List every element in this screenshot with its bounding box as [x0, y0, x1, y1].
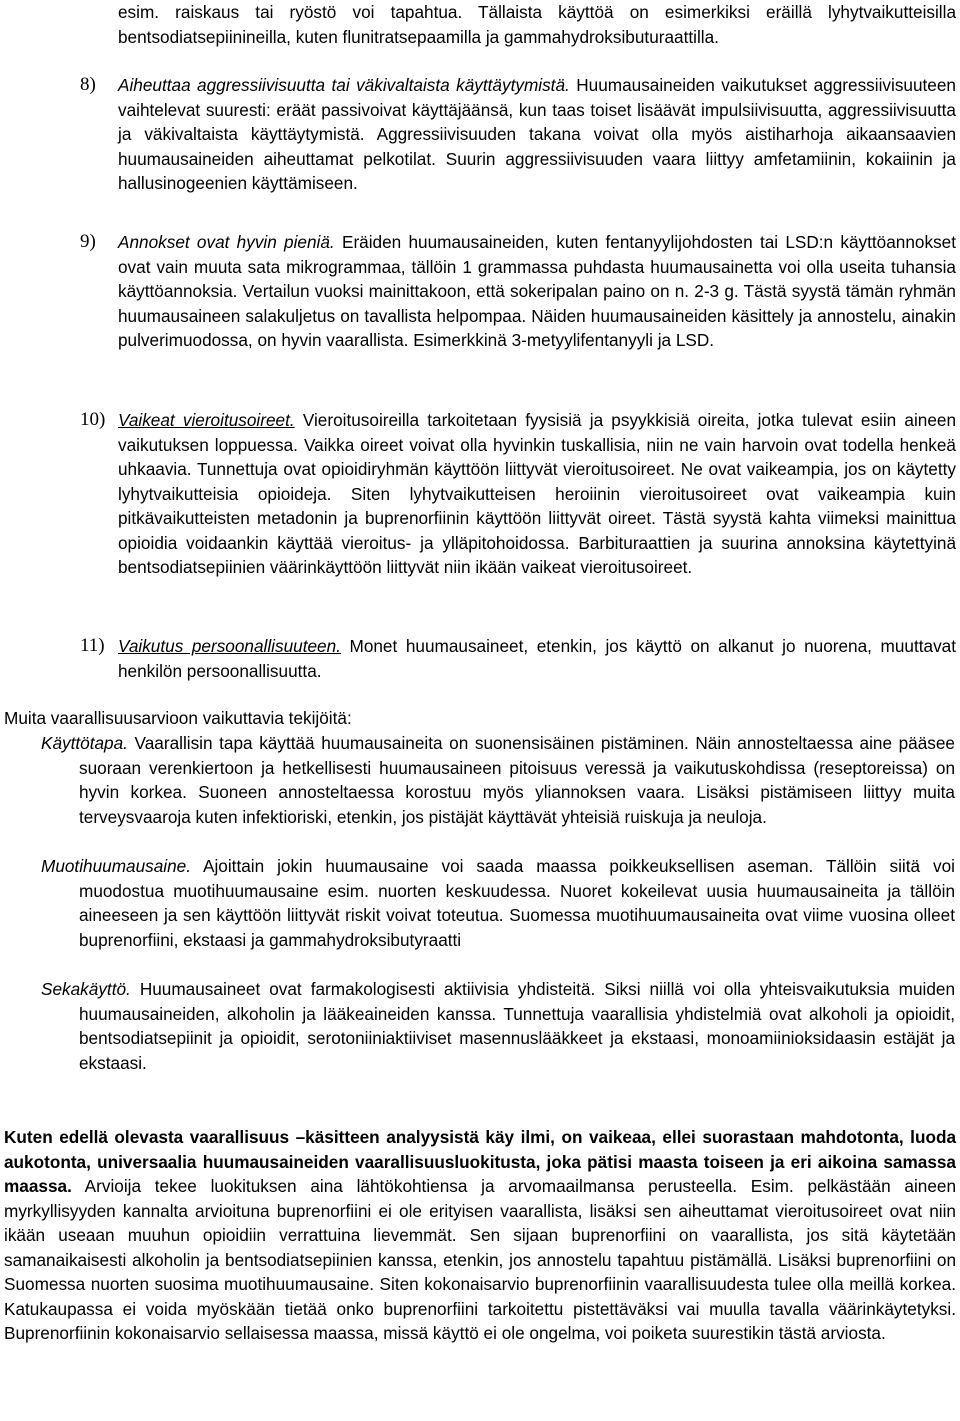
factor-body: [41, 854, 955, 952]
factor-term: Käyttötapa.: [41, 733, 128, 753]
item-body: [118, 230, 956, 353]
item-text: Monet huumausaineet, etenkin, jos käyttö on alkanut jo nuorena, muuttavat henkilön persoonallisuutta.: [118, 636, 956, 681]
list-item-8: [80, 73, 956, 196]
item-body: [118, 73, 956, 196]
item-number: 11): [80, 635, 105, 656]
factor-term: Muotihuumausaine.: [41, 856, 192, 876]
item-text: Huumausaineiden vaikutukset aggressiivisuuteen vaihtelevat suuresti: eräät passivoivat käyttäjäänsä, kun taas toiset lisäävät impulsiivisuutta, aggressiivisuutta ja väkivaltaista käyttäytymistä. Aggressiivisuuden takana voivat olla myös aistiharhoja aikaansaavien huumausaineiden aiheuttamat pelkotilat. Suurin aggressiivisuuden vaara liittyy amfetamiinin, kokaiinin ja hallusinogeenien käyttämiseen.: [118, 75, 956, 193]
factor-text: Vaarallisin tapa käyttää huumausaineita on suonensisäinen pistäminen. Näin annosteltaessa aine pääsee suoraan verenkiertoon ja hetkellisesti huumausaineen pitoisuus veressä ja vaikutuskohdissa (reseptoreissa) on hyvin korkea. Suoneen annosteltaessa korostuu myös yliannoksen vaara. Lisäksi pistämiseen liittyy muita terveysvaaroja kuten infektioriski, etenkin, jos pistäjät käyttävät yhteisiä ruiskuja ja neuloja.: [79, 733, 955, 827]
item-number: 10): [80, 409, 106, 430]
item-title: Vaikutus persoonallisuuteen.: [118, 636, 341, 656]
other-factors-heading: Muita vaarallisuusarvioon vaikuttavia tekijöitä:: [4, 708, 352, 728]
item-body: [118, 634, 956, 683]
item-title: Aiheuttaa aggressiivisuutta tai väkivaltaista käyttäytymistä.: [118, 75, 570, 95]
factor-entry-kayttotapa: [41, 731, 955, 829]
factor-entry-sekakaytto: [41, 977, 955, 1075]
factor-entry-muotihuumausaine: [41, 854, 955, 952]
factor-term: Sekakäyttö.: [41, 979, 131, 999]
factor-body: [41, 731, 955, 829]
list-item-9: [80, 230, 956, 353]
item-title: Annokset ovat hyvin pieniä.: [118, 232, 335, 252]
factor-text: Ajoittain jokin huumausaine voi saada maassa poikkeuksellisen aseman. Tällöin siitä voi muodostua muotihuumausaine esim. nuorten keskuudessa. Nuoret kokeilevat uusia huumausaineita ja tällöin aineeseen ja sen käyttöön liittyvät riskit voivat toteutua. Suomessa muotihuumausaineita ovat viime vuosina olleet buprenorfiini, ekstaasi ja gammahydroksibutyraatti: [79, 856, 955, 950]
factor-body: [41, 977, 955, 1075]
item-text: Eräiden huumausaineiden, kuten fentanyylijohdosten tai LSD:n käyttöannokset ovat vain muuta sata mikrogrammaa, tällöin 1 grammassa puhdasta huumausainetta voi olla useita tuhansia käyttöannoksia. Vertailun vuoksi mainittakoon, että sokeripalan paino on n. 2-3 g. Tästä syystä tämän ryhmän huumausaineen salakuljetus on tavallista helpompaa. Näiden huumausaineiden käsittely ja annostelu, ainakin pulverimuodossa, on hyvin vaarallista. Esimerkkinä 3-metyylifentanyyli ja LSD.: [118, 232, 956, 350]
item-number: 9): [80, 231, 96, 252]
item-body: [118, 408, 956, 580]
intro-continuation: esim. raiskaus tai ryöstö voi tapahtua. Tällaista käyttöä on esimerkiksi eräillä lyhytvaikutteisilla bentsodiatsepiinineilla, kuten flunitratsepaamilla ja gammahydroksibuturaattilla.: [118, 2, 956, 47]
conclusion-text: Arvioija tekee luokituksen aina lähtökohtiensa ja arvomaailmansa perusteella. Esim. pelkästään aineen myrkyllisyyden kannalta arvioituna buprenorfiini ei ole erityisen vaarallista, lisäksi sen aiheuttamat vieroitusoireet ovat niin ikään useaan muuhun opioidiin verrattuina lievemmät. Sen sijaan buprenorfiini on vaarallista, jos sitä käytetään samanaikaisesti alkoholin ja bentsodiatsepiinien kanssa, etenkin, jos annostelu tapahtuu pistämällä. Lisäksi buprenorfiini on Suomessa nuorten suosima muotihuumausaine. Siten kokonaisarvio buprenorfiinin vaarallisuudesta tulee olla meillä korkea. Katukaupassa ei voida myöskään tietää onko buprenorfiini tarkoitettu pistettäväksi vai muulla tavalla väärinkäytetyksi. Buprenorfiinin kokonaisarvio sellaisessa maassa, missä käyttö ei ole ongelma, voi poiketa suurestikin tästä arviosta.: [4, 1176, 957, 1343]
factor-text: Huumausaineet ovat farmakologisesti aktiivisia yhdisteitä. Siksi niillä voi olla yhteisvaikutuksia muiden huumausaineiden, alkoholin ja lääkeaineiden kanssa. Tunnettuja vaarallisia yhdistelmiä ovat alkoholi ja opioidit, bentsodiatsepiinit ja opioidit, serotoniiniaktiiviset masennuslääkkeet ja ekstaasi, monoamiinioksidaasin estäjät ja ekstaasi.: [79, 979, 955, 1073]
item-text: Vieroitusoireilla tarkoitetaan fyysisiä ja psyykkisiä oireita, jotka tulevat esiin aineen vaikutuksen loppuessa. Vaikka oireet voivat olla hyvinkin tuskallisia, niin ne vain harvoin ovat todella henkeä uhkaavia. Tunnettuja ovat opioidiryhmän käyttöön liittyvät vieroitusoireet. Ne ovat vaikeampia, jos on käytetty lyhytvaikutteisia opioideja. Siten lyhytvaikutteisen heroiinin vieroitusoireet ovat vaikeampia kuin pitkävaikutteisten metadonin ja buprenorfiinin käyttöön liittyvät oireet. Tästä syystä kahta viimeksi mainittua opioidia voidaankin käyttää vieroitus- ja ylläpitohoidossa. Barbituraattien ja suurina annoksina käytettyinä bentsodiatsepiinien väärinkäyttöön liittyvät niin ikään vaikeat vieroitusoireet.: [118, 410, 957, 577]
conclusion-bold: Kuten edellä olevasta vaarallisuus –käsitteen analyysistä käy ilmi, on vaikeaa, ellei suorastaan mahdotonta, luoda aukotonta, universaalia huumausaineiden vaarallisuusluokitusta, joka pätisi maasta toiseen ja eri aikoina samassa maassa.: [4, 1127, 956, 1196]
item-number: 8): [80, 74, 96, 95]
list-item-11: [80, 634, 956, 683]
item-title: Vaikeat vieroitusoireet.: [118, 410, 295, 430]
list-item-10: [80, 408, 956, 580]
conclusion-paragraph: [4, 1125, 956, 1346]
